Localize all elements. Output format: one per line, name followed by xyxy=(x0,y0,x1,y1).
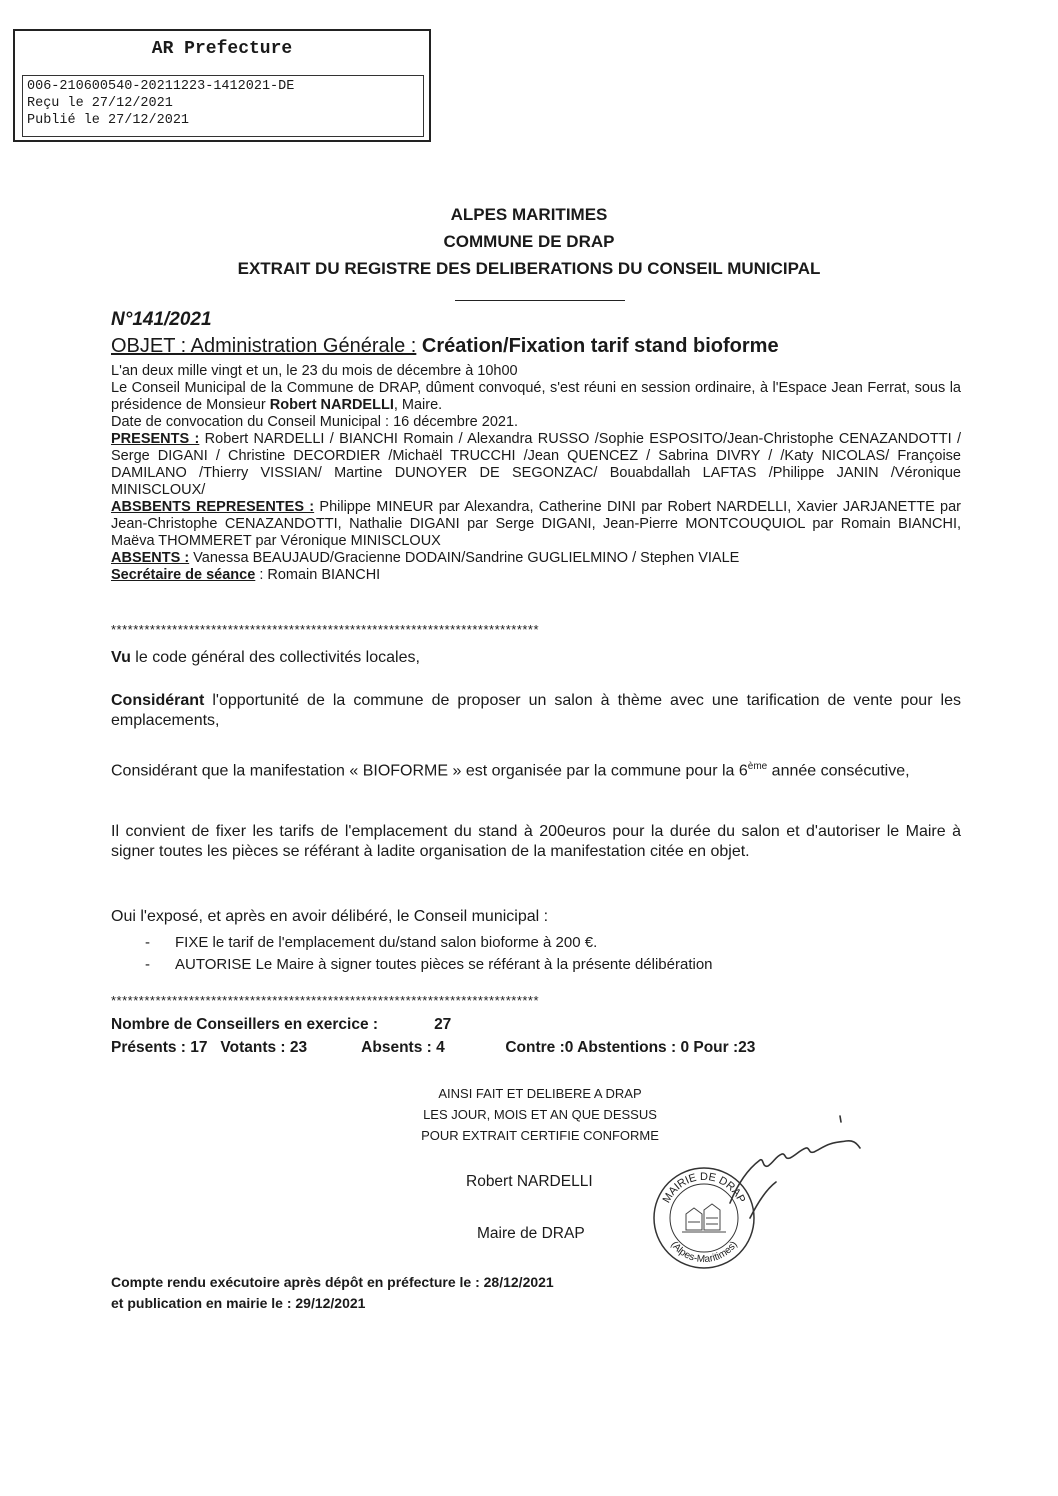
session-text: Le Conseil Municipal de la Commune de DRAP, dûment convoqué, s'est réuni en session ordinaire, à l'Espace Jean Ferrat, sous la présidence de Monsieur xyxy=(111,380,961,413)
separator-bottom: ***************************************************************************** xyxy=(111,993,540,1008)
considerant-2-sup: ème xyxy=(747,761,768,772)
session-date: L'an deux mille vingt et un, le 23 du mois de décembre à 10h00 xyxy=(111,363,518,379)
considerant-1-bold: Considérant xyxy=(111,692,205,709)
representes-names: Philippe MINEUR par Alexandra, Catherine DINI par Robert NARDELLI, Xavier JARJANETTE par Jean-Christophe CENAZANDOTTI, Nathalie DIGANI par Serge DIGANI, Jean-Pierre MONTCOUQUIOL par Romain BIANCHI, Maëva THOMMERET par Véronique MINISCLOUX xyxy=(111,499,961,549)
conseillers-value: 27 xyxy=(434,1016,452,1033)
votants-count: Votants : 23 xyxy=(220,1039,308,1056)
absents-label: ABSENTS : xyxy=(111,550,190,566)
presents-list xyxy=(111,431,961,499)
ar-prefecture-title: AR Prefecture xyxy=(151,39,293,59)
ar-published-date: Publié le 27/12/2021 xyxy=(27,113,190,128)
header-department: ALPES MARITIMES xyxy=(450,205,608,224)
vote-result: Contre :0 Abstentions : 0 Pour :23 xyxy=(505,1039,756,1056)
considerant-1 xyxy=(111,691,961,731)
deliberation-number: N°141/2021 xyxy=(111,309,212,330)
objet-label: OBJET : Administration Générale : xyxy=(111,335,417,357)
representes-list xyxy=(111,499,961,550)
considerant-2-text-end: année consécutive, xyxy=(767,762,910,780)
closing-formula xyxy=(390,1083,690,1146)
absents-count: Absents : 4 xyxy=(361,1039,445,1056)
vu-bold: Vu xyxy=(111,649,131,666)
representes-label: ABSBENTS REPRESENTES : xyxy=(111,499,315,515)
presents-names: Robert NARDELLI / BIANCHI Romain / Alexandra RUSSO /Sophie ESPOSITO/Jean-Christophe CENAZANDOTTI / Serge DIGANI / Christine DECORDIER /Michaël TRUCCHI /Jean QUENCEZ / Sabrina DIVRY / /Katy NICOLAS/ Françoise DAMILANO /Thierry VISSIAN/ Martine DUNOYER DE SEGONZAC/ Bouabdallah LAFTAS /Philippe JANIN /Véronique MINISCLOUX/ xyxy=(111,431,961,498)
absents-names: Vanessa BEAUJAUD/Gracienne DODAIN/Sandrine GUGLIELMINO / Stephen VIALE xyxy=(189,550,740,566)
separator-top: ***************************************************************************** xyxy=(111,622,540,637)
closing-line-2: LES JOUR, MOIS ET AN QUE DESSUS xyxy=(423,1107,657,1122)
vote-results xyxy=(111,1039,755,1057)
mayor-name: Robert NARDELLI xyxy=(269,397,394,413)
objet-value: Création/Fixation tarif stand bioforme xyxy=(416,335,779,357)
session-convocation xyxy=(111,380,961,414)
decisions-list xyxy=(145,932,713,976)
considerant-4: Oui l'exposé, et après en avoir délibéré, le Conseil municipal : xyxy=(111,908,549,925)
closing-line-1: AINSI FAIT ET DELIBERE A DRAP xyxy=(438,1086,642,1101)
deliberation-objet xyxy=(111,335,779,358)
vu-text: le code général des collectivités locales, xyxy=(130,649,420,666)
header-divider xyxy=(455,300,625,301)
considerant-2 xyxy=(111,757,961,781)
secretaire xyxy=(111,567,961,584)
decision-item: - FIXE le tarif de l'emplacement du/stand salon bioforme à 200 €. xyxy=(145,932,713,954)
ar-reference: 006-210600540-20211223-1412021-DE xyxy=(27,79,295,94)
presents-label: PRESENTS : xyxy=(111,431,200,447)
closing-line-3: POUR EXTRAIT CERTIFIE CONFORME xyxy=(421,1128,659,1143)
ar-prefecture-details xyxy=(22,75,424,137)
stamp-bottom-text: (Alpes-Maritimes) xyxy=(668,1239,740,1266)
session-details xyxy=(111,363,961,584)
signatory-title: Maire de DRAP xyxy=(477,1225,585,1242)
header-register: EXTRAIT DU REGISTRE DES DELIBERATIONS DU CONSEIL MUNICIPAL xyxy=(237,259,821,278)
considerant-1-text: l'opportunité de la commune de proposer un salon à thème avec une tarification de vente pour les emplacements, xyxy=(111,692,961,729)
stamp-top-text: MAIRIE DE DRAP xyxy=(660,1171,748,1206)
mairie-publication: et publication en mairie le : 29/12/2021 xyxy=(111,1295,366,1311)
considerant-2-text: Considérant que la manifestation « BIOFORME » est organisée par la commune pour la 6 xyxy=(111,762,748,780)
decision-item: - AUTORISE Le Maire à signer toutes pièces se référant à la présente délibération xyxy=(145,954,713,976)
convocation-date: Date de convocation du Conseil Municipal : 16 décembre 2021. xyxy=(111,414,519,430)
absents-list xyxy=(111,550,961,567)
ar-prefecture-box xyxy=(13,29,431,142)
conseillers-count xyxy=(111,1016,451,1034)
signatory-name: Robert NARDELLI xyxy=(466,1173,593,1190)
ar-received-date: Reçu le 27/12/2021 xyxy=(27,96,173,111)
conseillers-label: Nombre de Conseillers en exercice : xyxy=(111,1016,379,1033)
header-commune: COMMUNE DE DRAP xyxy=(443,232,615,251)
execution-notice xyxy=(111,1272,554,1314)
session-text-end: , Maire. xyxy=(393,397,443,413)
secretaire-name: : Romain BIANCHI xyxy=(255,567,381,583)
presents-count: Présents : 17 xyxy=(111,1039,208,1056)
prefecture-deposit: Compte rendu exécutoire après dépôt en préfecture le : 28/12/2021 xyxy=(111,1274,554,1290)
vu-paragraph xyxy=(111,648,961,668)
secretaire-label: Secrétaire de séance xyxy=(111,567,256,583)
considerant-3: Il convient de fixer les tarifs de l'emplacement du stand à 200euros pour la durée du salon et d'autoriser le Maire à signer toutes les pièces se référant à ladite organisation de la manifestation citée en objet. xyxy=(111,823,961,860)
mayor-signature xyxy=(690,1108,880,1238)
